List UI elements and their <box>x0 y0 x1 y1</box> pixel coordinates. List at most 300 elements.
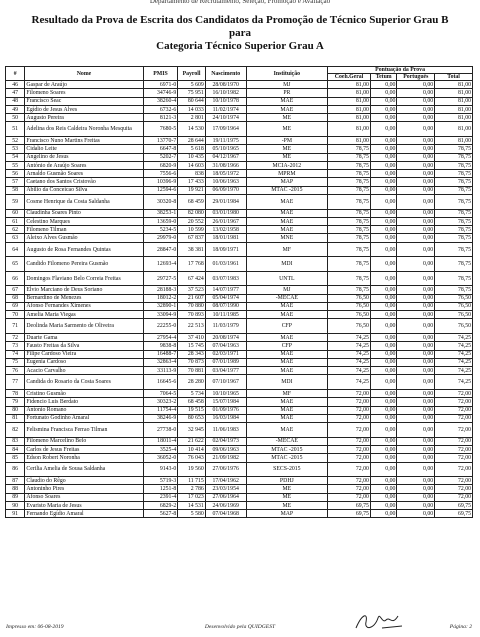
score-total: 78,75 <box>435 145 473 153</box>
payroll-number: 70 880 <box>178 302 206 310</box>
payroll-number: 14 033 <box>178 105 206 113</box>
birth-date: 17/09/1964 <box>205 122 246 137</box>
score-tetum: 0,00 <box>370 226 397 234</box>
birth-date: 08/07/1990 <box>205 302 246 310</box>
document-title-connector: para <box>229 27 251 39</box>
row-number: 54 <box>6 153 25 161</box>
payroll-number: 21 607 <box>178 294 206 302</box>
candidate-name: Edson Robert Noronha <box>25 454 143 462</box>
payroll-number: 70 893 <box>178 311 206 319</box>
pmis-number: 33094-9 <box>143 311 178 319</box>
payroll-number: 80 653 <box>178 414 206 422</box>
score-portuguese: 0,00 <box>397 423 435 438</box>
pmis-number: 18011-4 <box>143 437 178 445</box>
pmis-number: 6732-6 <box>143 105 178 113</box>
candidate-name: Antonio Romano <box>25 406 143 414</box>
candidate-name: Gaspar de Araújo <box>25 81 143 89</box>
pmis-number: 16645-6 <box>143 375 178 390</box>
table-row <box>6 398 473 406</box>
institution: MAP <box>246 510 328 518</box>
birth-date: 13/02/1958 <box>205 226 246 234</box>
pmis-number: 16488-7 <box>143 350 178 358</box>
score-portuguese: 0,00 <box>397 161 435 169</box>
pmis-number: 9838-8 <box>143 342 178 350</box>
score-total: 81,00 <box>435 114 473 122</box>
institution: -PM <box>246 136 328 144</box>
footer-page-number: Página: 2 <box>449 624 472 630</box>
candidate-name: Adelina dos Reis Caldeira Noronha Mesquita <box>25 122 143 137</box>
score-general: 78,75 <box>328 217 371 225</box>
score-general: 81,00 <box>328 105 371 113</box>
table-row <box>6 375 473 390</box>
footer-print-date: Impresso em: 06-08-2019 <box>6 624 64 630</box>
col-header-tetum: Tetum <box>370 74 397 81</box>
score-total: 78,75 <box>435 217 473 225</box>
birth-date: 07/01/1989 <box>205 358 246 366</box>
score-total: 74,25 <box>435 358 473 366</box>
score-tetum: 0,00 <box>370 510 397 518</box>
birth-date: 10/10/1978 <box>205 97 246 105</box>
payroll-number: 11 715 <box>178 477 206 485</box>
institution: ME <box>246 493 328 501</box>
table-row <box>6 333 473 341</box>
candidate-name: Filomeno Marcelino Belo <box>25 437 143 445</box>
candidate-name: Bernardino de Menezes <box>25 294 143 302</box>
pmis-number: 29979-0 <box>143 234 178 242</box>
candidate-name: Arnaldo Gusmão Soares <box>25 170 143 178</box>
candidate-name: Aleixo Alves Gusmão <box>25 234 143 242</box>
row-number: 91 <box>6 510 25 518</box>
score-tetum: 0,00 <box>370 170 397 178</box>
row-number: 72 <box>6 333 25 341</box>
payroll-number: 838 <box>178 170 206 178</box>
table-row <box>6 153 473 161</box>
table-row <box>6 389 473 397</box>
birth-date: 07/04/1963 <box>205 342 246 350</box>
score-total: 74,25 <box>435 375 473 390</box>
score-general: 78,75 <box>328 271 371 286</box>
payroll-number: 10 599 <box>178 226 206 234</box>
score-tetum: 0,00 <box>370 485 397 493</box>
score-total: 78,75 <box>435 226 473 234</box>
score-portuguese: 0,00 <box>397 493 435 501</box>
row-number: 71 <box>6 319 25 334</box>
pmis-number: 7064-5 <box>143 389 178 397</box>
score-portuguese: 0,00 <box>397 89 435 97</box>
birth-date: 31/08/1966 <box>205 161 246 169</box>
score-general: 81,00 <box>328 114 371 122</box>
candidate-name: Cristino Gusmão <box>25 389 143 397</box>
table-row <box>6 342 473 350</box>
score-general: 72,00 <box>328 423 371 438</box>
score-general: 72,00 <box>328 414 371 422</box>
pmis-number: 30323-2 <box>143 398 178 406</box>
score-general: 74,25 <box>328 358 371 366</box>
institution: ME <box>246 501 328 509</box>
pmis-number: 3525-4 <box>143 445 178 453</box>
score-tetum: 0,00 <box>370 257 397 272</box>
score-total: 76,50 <box>435 311 473 319</box>
institution: MF <box>246 389 328 397</box>
row-number: 51 <box>6 122 25 137</box>
row-number: 74 <box>6 350 25 358</box>
score-tetum: 0,00 <box>370 414 397 422</box>
row-number: 84 <box>6 445 25 453</box>
score-portuguese: 0,00 <box>397 437 435 445</box>
payroll-number: 28 644 <box>178 136 206 144</box>
score-total: 72,00 <box>435 398 473 406</box>
score-portuguese: 0,00 <box>397 406 435 414</box>
institution: -MECAE <box>246 294 328 302</box>
institution: ME <box>246 145 328 153</box>
score-total: 74,25 <box>435 333 473 341</box>
row-number: 61 <box>6 217 25 225</box>
score-tetum: 0,00 <box>370 145 397 153</box>
payroll-number: 32 945 <box>178 423 206 438</box>
score-tetum: 0,00 <box>370 493 397 501</box>
score-total: 78,75 <box>435 271 473 286</box>
score-total: 81,00 <box>435 89 473 97</box>
row-number: 46 <box>6 81 25 89</box>
birth-date: 18/09/1971 <box>205 242 246 257</box>
row-number: 58 <box>6 186 25 194</box>
score-tetum: 0,00 <box>370 234 397 242</box>
candidate-name: Francisco Seac <box>25 97 143 105</box>
institution: ME <box>246 485 328 493</box>
birth-date: 02/04/1973 <box>205 437 246 445</box>
score-portuguese: 0,00 <box>397 145 435 153</box>
score-tetum: 0,00 <box>370 445 397 453</box>
score-general: 72,00 <box>328 389 371 397</box>
table-row <box>6 319 473 334</box>
institution: MAE <box>246 195 328 210</box>
score-general: 78,75 <box>328 226 371 234</box>
score-general: 69,75 <box>328 501 371 509</box>
candidate-name: Celestino Marques <box>25 217 143 225</box>
score-portuguese: 0,00 <box>397 319 435 334</box>
table-row <box>6 271 473 286</box>
score-portuguese: 0,00 <box>397 242 435 257</box>
score-portuguese: 0,00 <box>397 333 435 341</box>
payroll-number: 19 921 <box>178 186 206 194</box>
birth-date: 18/01/1981 <box>205 234 246 242</box>
score-tetum: 0,00 <box>370 423 397 438</box>
score-portuguese: 0,00 <box>397 195 435 210</box>
score-total: 72,00 <box>435 454 473 462</box>
birth-date: 07/10/1967 <box>205 375 246 390</box>
score-general: 78,75 <box>328 257 371 272</box>
table-row <box>6 178 473 186</box>
row-number: 81 <box>6 414 25 422</box>
row-number: 50 <box>6 114 25 122</box>
table-row <box>6 423 473 438</box>
birth-date: 16/10/1982 <box>205 89 246 97</box>
birth-date: 10/06/1963 <box>205 178 246 186</box>
score-total: 72,00 <box>435 423 473 438</box>
birth-date: 23/03/1954 <box>205 485 246 493</box>
institution: MNE <box>246 234 328 242</box>
candidate-name: Elvio Marciano de Deus Soriano <box>25 286 143 294</box>
table-row <box>6 81 473 89</box>
pmis-number: 5234-5 <box>143 226 178 234</box>
score-general: 72,00 <box>328 485 371 493</box>
score-total: 81,00 <box>435 97 473 105</box>
score-portuguese: 0,00 <box>397 485 435 493</box>
table-row <box>6 136 473 144</box>
birth-date: 10/10/1965 <box>205 389 246 397</box>
col-header-institution: Instituição <box>246 67 328 81</box>
score-general: 78,75 <box>328 209 371 217</box>
payroll-number: 17 768 <box>178 257 206 272</box>
score-total: 72,00 <box>435 493 473 501</box>
candidate-name: Claudio do Rêgo <box>25 477 143 485</box>
score-portuguese: 0,00 <box>397 398 435 406</box>
payroll-number: 21 622 <box>178 437 206 445</box>
table-row <box>6 477 473 485</box>
pmis-number: 8121-3 <box>143 114 178 122</box>
birth-date: 24/10/1974 <box>205 114 246 122</box>
results-table <box>5 66 473 518</box>
candidate-name: Fidencio Luis Berdato <box>25 398 143 406</box>
payroll-number: 80 644 <box>178 97 206 105</box>
payroll-number: 14 603 <box>178 161 206 169</box>
score-portuguese: 0,00 <box>397 234 435 242</box>
score-tetum: 0,00 <box>370 333 397 341</box>
pmis-number: 27738-0 <box>143 423 178 438</box>
payroll-number: 14 530 <box>178 122 206 137</box>
birth-date: 05/04/1974 <box>205 294 246 302</box>
row-number: 79 <box>6 398 25 406</box>
candidate-name: Augusto de Rosa Fernandes Quintas <box>25 242 143 257</box>
payroll-number: 5 734 <box>178 389 206 397</box>
score-general: 78,75 <box>328 186 371 194</box>
score-total: 78,75 <box>435 195 473 210</box>
score-general: 74,25 <box>328 375 371 390</box>
payroll-number: 68 459 <box>178 195 206 210</box>
score-total: 69,75 <box>435 501 473 509</box>
candidate-name: Evaristo Maria de Jesus <box>25 501 143 509</box>
score-general: 69,75 <box>328 510 371 518</box>
table-row <box>6 209 473 217</box>
score-portuguese: 0,00 <box>397 302 435 310</box>
col-header-score-group: Pontuação da Prova <box>328 67 473 74</box>
score-total: 69,75 <box>435 510 473 518</box>
score-total: 81,00 <box>435 122 473 137</box>
institution: CFP <box>246 342 328 350</box>
birth-date: 01/03/1961 <box>205 257 246 272</box>
birth-date: 09/06/1963 <box>205 445 246 453</box>
birth-date: 27/06/1976 <box>205 462 246 477</box>
score-tetum: 0,00 <box>370 217 397 225</box>
table-row <box>6 89 473 97</box>
table-row <box>6 170 473 178</box>
pmis-number: 12594-6 <box>143 186 178 194</box>
pmis-number: 5627-8 <box>143 510 178 518</box>
payroll-number: 82 080 <box>178 209 206 217</box>
score-tetum: 0,00 <box>370 161 397 169</box>
score-portuguese: 0,00 <box>397 97 435 105</box>
birth-date: 04/12/1967 <box>205 153 246 161</box>
score-tetum: 0,00 <box>370 398 397 406</box>
institution: MTAC -2015 <box>246 454 328 462</box>
birth-date: 03/04/1977 <box>205 367 246 375</box>
col-header-pmis: PMIS <box>143 67 178 81</box>
institution: MAE <box>246 333 328 341</box>
score-general: 78,75 <box>328 170 371 178</box>
pmis-number: 33113-9 <box>143 367 178 375</box>
score-portuguese: 0,00 <box>397 445 435 453</box>
score-tetum: 0,00 <box>370 302 397 310</box>
pmis-number: 27954-4 <box>143 333 178 341</box>
table-row <box>6 510 473 518</box>
score-tetum: 0,00 <box>370 389 397 397</box>
score-total: 74,25 <box>435 342 473 350</box>
pmis-number: 6820-9 <box>143 161 178 169</box>
score-general: 74,25 <box>328 342 371 350</box>
institution: MAE <box>246 398 328 406</box>
payroll-number: 67 837 <box>178 234 206 242</box>
birth-date: 24/06/1969 <box>205 501 246 509</box>
pmis-number: 22255-0 <box>143 319 178 334</box>
candidate-name: Filipe Cardoso Vieira <box>25 350 143 358</box>
row-number: 83 <box>6 437 25 445</box>
institution: MAE <box>246 350 328 358</box>
score-tetum: 0,00 <box>370 367 397 375</box>
candidate-name: Candido Filomeno Pereira Gusmão <box>25 257 143 272</box>
score-portuguese: 0,00 <box>397 209 435 217</box>
score-portuguese: 0,00 <box>397 342 435 350</box>
row-number: 53 <box>6 145 25 153</box>
pmis-number: 36052-0 <box>143 454 178 462</box>
table-row <box>6 445 473 453</box>
payroll-number: 76 043 <box>178 454 206 462</box>
score-total: 72,00 <box>435 414 473 422</box>
candidate-name: Francisco Nuno Martins Freitas <box>25 136 143 144</box>
payroll-number: 28 280 <box>178 375 206 390</box>
table-row <box>6 302 473 310</box>
payroll-number: 10 414 <box>178 445 206 453</box>
col-header-general-knowledge: Coeh.Geral <box>328 74 371 81</box>
payroll-number: 70 873 <box>178 358 206 366</box>
institution: PDHJ <box>246 477 328 485</box>
birth-date: 02/03/1971 <box>205 350 246 358</box>
table-row <box>6 311 473 319</box>
score-tetum: 0,00 <box>370 311 397 319</box>
birth-date: 07/04/1968 <box>205 510 246 518</box>
candidate-name: Augusto Pereira <box>25 114 143 122</box>
score-tetum: 0,00 <box>370 437 397 445</box>
score-tetum: 0,00 <box>370 375 397 390</box>
score-total: 78,75 <box>435 161 473 169</box>
institution: MAE <box>246 406 328 414</box>
payroll-number: 20 552 <box>178 217 206 225</box>
candidate-name: Caetano dos Santos Cristovão <box>25 178 143 186</box>
score-tetum: 0,00 <box>370 406 397 414</box>
row-number: 85 <box>6 454 25 462</box>
institution: ME <box>246 153 328 161</box>
candidate-name: Filomeno Soares <box>25 89 143 97</box>
score-tetum: 0,00 <box>370 114 397 122</box>
score-portuguese: 0,00 <box>397 178 435 186</box>
payroll-number: 37 410 <box>178 333 206 341</box>
table-row <box>6 367 473 375</box>
birth-date: 10/11/1985 <box>205 311 246 319</box>
row-number: 88 <box>6 485 25 493</box>
institution: MPRM <box>246 170 328 178</box>
score-general: 72,00 <box>328 398 371 406</box>
table-row <box>6 217 473 225</box>
score-tetum: 0,00 <box>370 286 397 294</box>
score-portuguese: 0,00 <box>397 510 435 518</box>
score-tetum: 0,00 <box>370 178 397 186</box>
institution: SECS-2015 <box>246 462 328 477</box>
birth-date: 11/03/1979 <box>205 319 246 334</box>
institution: MF <box>246 242 328 257</box>
col-header-portuguese: Português <box>397 74 435 81</box>
candidate-name: Cerilia Amelia de Sousa Saldanha <box>25 462 143 477</box>
table-row <box>6 406 473 414</box>
score-portuguese: 0,00 <box>397 477 435 485</box>
score-tetum: 0,00 <box>370 477 397 485</box>
score-general: 78,75 <box>328 161 371 169</box>
pmis-number: 13770-7 <box>143 136 178 144</box>
candidate-name: Afonso Soares <box>25 493 143 501</box>
score-tetum: 0,00 <box>370 195 397 210</box>
row-number: 65 <box>6 257 25 272</box>
pmis-number: 28188-3 <box>143 286 178 294</box>
score-general: 78,75 <box>328 145 371 153</box>
candidate-name: Eugenia Cardoso <box>25 358 143 366</box>
score-general: 81,00 <box>328 81 371 89</box>
score-total: 81,00 <box>435 136 473 144</box>
row-number: 52 <box>6 136 25 144</box>
payroll-number: 37 523 <box>178 286 206 294</box>
candidate-name: Amelia Maria Viegas <box>25 311 143 319</box>
table-row <box>6 257 473 272</box>
payroll-number: 17 023 <box>178 493 206 501</box>
score-total: 78,75 <box>435 286 473 294</box>
table-row <box>6 242 473 257</box>
row-number: 55 <box>6 161 25 169</box>
payroll-number: 19 560 <box>178 462 206 477</box>
row-number: 82 <box>6 423 25 438</box>
score-general: 72,00 <box>328 445 371 453</box>
table-row <box>6 294 473 302</box>
row-number: 56 <box>6 170 25 178</box>
score-general: 81,00 <box>328 89 371 97</box>
score-portuguese: 0,00 <box>397 170 435 178</box>
institution: MAE <box>246 423 328 438</box>
payroll-number: 15 745 <box>178 342 206 350</box>
pmis-number: 7680-5 <box>143 122 178 137</box>
birth-date: 21/09/1982 <box>205 454 246 462</box>
score-general: 76,50 <box>328 302 371 310</box>
score-tetum: 0,00 <box>370 89 397 97</box>
payroll-number: 2 786 <box>178 485 206 493</box>
candidate-name: Fausto Freitas da Silva <box>25 342 143 350</box>
payroll-number: 67 424 <box>178 271 206 286</box>
payroll-number: 38 381 <box>178 242 206 257</box>
score-total: 81,00 <box>435 81 473 89</box>
pmis-number: 32863-4 <box>143 358 178 366</box>
score-tetum: 0,00 <box>370 462 397 477</box>
score-tetum: 0,00 <box>370 294 397 302</box>
score-tetum: 0,00 <box>370 81 397 89</box>
table-row <box>6 437 473 445</box>
table-row <box>6 161 473 169</box>
payroll-number: 5 618 <box>178 145 206 153</box>
row-number: 73 <box>6 342 25 350</box>
